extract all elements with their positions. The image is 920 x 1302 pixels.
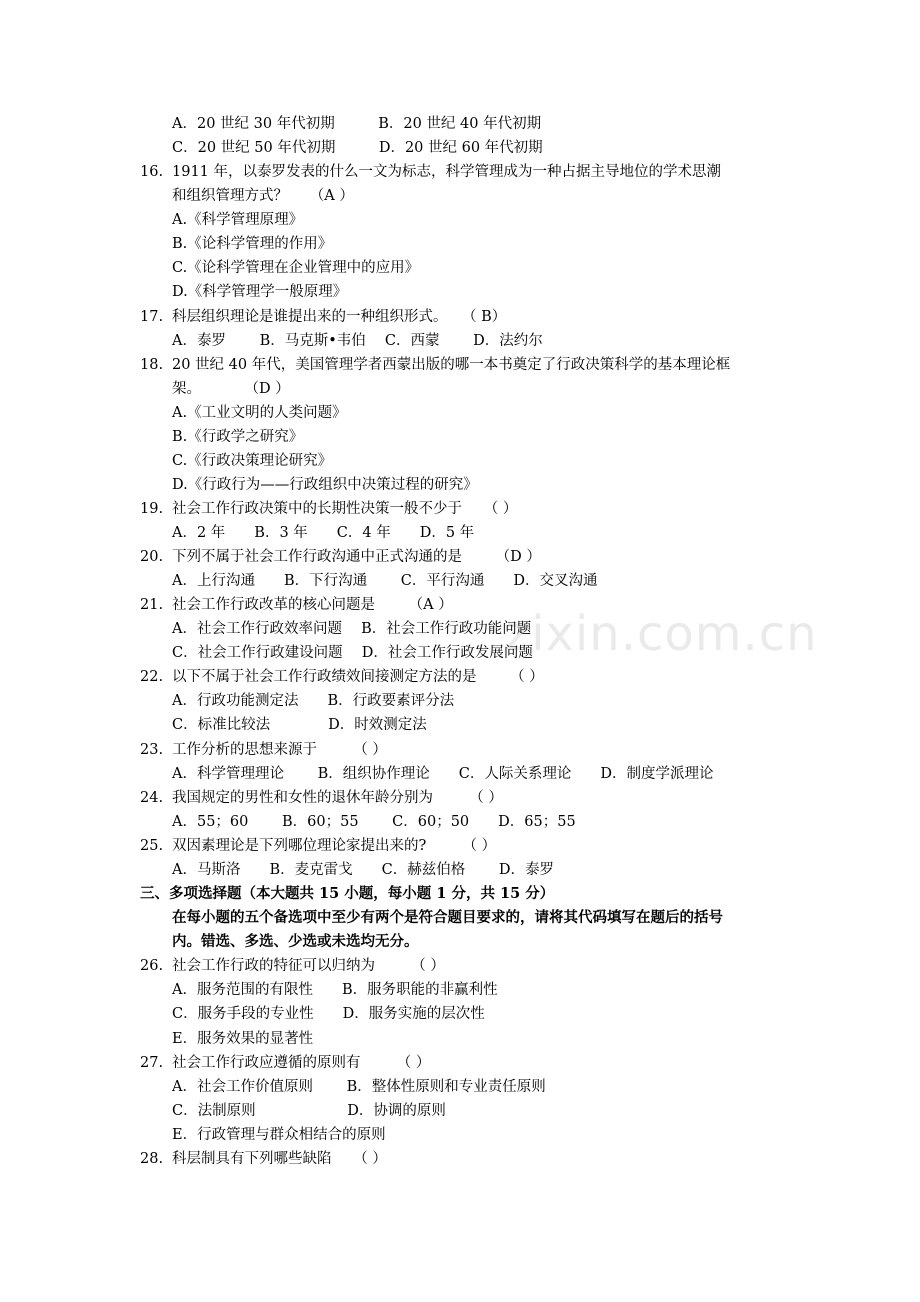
option-line: D.《行政行为——行政组织中决策过程的研究》 bbox=[172, 477, 478, 493]
option-line: E．行政管理与群众相结合的原则 bbox=[172, 1127, 386, 1143]
option-line: A．马斯洛 B．麦克雷戈 C．赫兹伯格 D．泰罗 bbox=[172, 862, 554, 878]
option-line: C．20 世纪 50 年代初期 D．20 世纪 60 年代初期 bbox=[172, 140, 543, 156]
question-text: 社会工作行政改革的核心问题是 （A ） bbox=[172, 597, 453, 613]
question-text: 双因素理论是下列哪位理论家提出来的? （ ） bbox=[172, 838, 497, 854]
question-text: 以下不属于社会工作行政绩效间接测定方法的是 （ ） bbox=[172, 669, 544, 685]
option-line: A.《科学管理原理》 bbox=[172, 212, 304, 228]
option-line: C．服务手段的专业性 D．服务实施的层次性 bbox=[172, 1006, 485, 1022]
question-number: 25. bbox=[140, 838, 164, 854]
option-line: B.《论科学管理的作用》 bbox=[172, 236, 333, 252]
question-text: 下列不属于社会工作行政沟通中正式沟通的是 （D ） bbox=[172, 549, 541, 565]
question-text: 1911 年，以泰罗发表的什么一文为标志，科学管理成为一种占据主导地位的学术思潮 bbox=[172, 164, 722, 180]
option-line: A．社会工作行政效率问题 B．社会工作行政功能问题 bbox=[172, 621, 532, 637]
option-line: A．科学管理理论 B．组织协作理论 C．人际关系理论 D．制度学派理论 bbox=[172, 766, 714, 782]
question-text: 社会工作行政决策中的长期性决策一般不少于 （ ） bbox=[172, 501, 518, 517]
question-text: 20 世纪 40 年代，美国管理学者西蒙出版的哪一本书奠定了行政决策科学的基本理论框 bbox=[172, 357, 731, 373]
option-line: B.《行政学之研究》 bbox=[172, 429, 304, 445]
question-number: 22. bbox=[140, 669, 164, 685]
question-text: 工作分析的思想来源于 （ ） bbox=[172, 742, 387, 758]
option-line: C.《论科学管理在企业管理中的应用》 bbox=[172, 260, 420, 276]
question-text: 我国规定的男性和女性的退休年龄分别为 （ ） bbox=[172, 790, 503, 806]
option-line: A．55；60 B．60；55 C．60；50 D．65；55 bbox=[172, 814, 576, 830]
question-number: 27. bbox=[140, 1055, 164, 1071]
question-number: 17. bbox=[140, 309, 164, 325]
question-number: 19. bbox=[140, 501, 164, 517]
option-line: C.《行政决策理论研究》 bbox=[172, 453, 333, 469]
option-line: A.《工业文明的人类问题》 bbox=[172, 405, 347, 421]
option-line: A．服务范围的有限性 B．服务职能的非赢利性 bbox=[172, 982, 498, 998]
option-line: A．泰罗 B．马克斯•韦伯 C．西蒙 D．法约尔 bbox=[172, 333, 543, 349]
section-instruction: 内。错选、多选、少选或未选均无分。 bbox=[172, 933, 419, 950]
option-line: C．社会工作行政建设问题 D．社会工作行政发展问题 bbox=[172, 645, 533, 661]
section-heading: 三、多项选择题（本大题共 15 小题，每小题 1 分，共 15 分） bbox=[140, 885, 555, 902]
question-text: 社会工作行政应遵循的原则有 （ ） bbox=[172, 1055, 431, 1071]
option-line: C．法制原则 D．协调的原则 bbox=[172, 1103, 446, 1119]
question-number: 28. bbox=[140, 1151, 164, 1167]
question-number: 23. bbox=[140, 742, 164, 758]
option-line: A．社会工作价值原则 B．整体性原则和专业责任原则 bbox=[172, 1079, 546, 1095]
option-line: A．2 年 B．3 年 C．4 年 D．5 年 bbox=[172, 525, 475, 541]
question-number: 20. bbox=[140, 549, 164, 565]
watermark: zixin.com.cn bbox=[505, 606, 818, 662]
question-number: 24. bbox=[140, 790, 164, 806]
option-line: 和组织管理方式？ （A ） bbox=[172, 188, 354, 204]
question-text: 科层组织理论是谁提出来的一种组织形式。 （ B） bbox=[172, 309, 507, 325]
question-text: 科层制具有下列哪些缺陷 （ ） bbox=[172, 1151, 387, 1167]
option-line: A．行政功能测定法 B．行政要素评分法 bbox=[172, 693, 455, 709]
section-instruction: 在每小题的五个备选项中至少有两个是符合题目要求的，请将其代码填写在题后的括号 bbox=[172, 909, 723, 926]
option-line: 架。 （D ） bbox=[172, 381, 290, 397]
question-number: 18. bbox=[140, 357, 164, 373]
option-line: C．标准比较法 D．时效测定法 bbox=[172, 717, 427, 733]
option-line: E．服务效果的显著性 bbox=[172, 1031, 314, 1047]
question-number: 21. bbox=[140, 597, 164, 613]
question-number: 26. bbox=[140, 958, 164, 974]
option-line: A．上行沟通 B．下行沟通 C．平行沟通 D．交叉沟通 bbox=[172, 573, 598, 589]
question-number: 16. bbox=[140, 164, 164, 180]
question-text: 社会工作行政的特征可以归纳为 （ ） bbox=[172, 958, 445, 974]
option-line: D.《科学管理学一般原理》 bbox=[172, 284, 348, 300]
option-line: A．20 世纪 30 年代初期 B．20 世纪 40 年代初期 bbox=[172, 116, 542, 132]
